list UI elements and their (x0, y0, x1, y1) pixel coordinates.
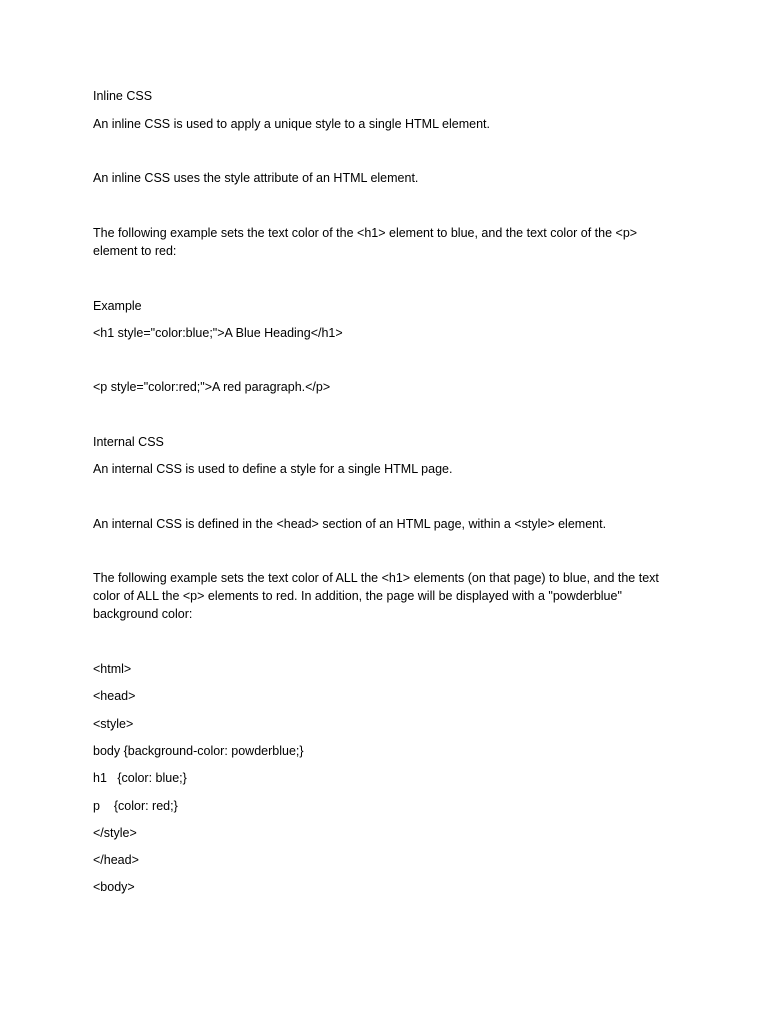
heading-inline-css: Inline CSS (93, 89, 153, 103)
code-line: <html> (93, 662, 132, 676)
code-line: p {color: red;} (93, 799, 178, 813)
internal-paragraph-2: An internal CSS is defined in the <head> section of an HTML page, within a <style> element. (93, 517, 607, 531)
example-label: Example (93, 299, 142, 313)
code-line: <style> (93, 717, 134, 731)
inline-paragraph-3: The following example sets the text color of the <h1> element to blue, and the text color of the <p> element to red: (93, 226, 641, 258)
heading-internal-css: Internal CSS (93, 435, 164, 449)
code-line: <head> (93, 689, 136, 703)
internal-paragraph-3: The following example sets the text color of ALL the <h1> elements (on that page) to blue, and the text color of ALL the <p> elements to red. In addition, the page will be displayed with a "powderblue" background color: (93, 571, 663, 621)
internal-paragraph-1: An internal CSS is used to define a style for a single HTML page. (93, 462, 453, 476)
code-line: </head> (93, 853, 139, 867)
inline-paragraph-1: An inline CSS is used to apply a unique style to a single HTML element. (93, 117, 490, 131)
code-line: h1 {color: blue;} (93, 771, 187, 785)
code-line: <body> (93, 880, 135, 894)
code-line: </style> (93, 826, 137, 840)
code-h1-example: <h1 style="color:blue;">A Blue Heading</h1> (93, 326, 343, 340)
code-line: body {background-color: powderblue;} (93, 744, 304, 758)
inline-paragraph-2: An inline CSS uses the style attribute of an HTML element. (93, 171, 419, 185)
code-p-example: <p style="color:red;">A red paragraph.</p> (93, 380, 331, 394)
